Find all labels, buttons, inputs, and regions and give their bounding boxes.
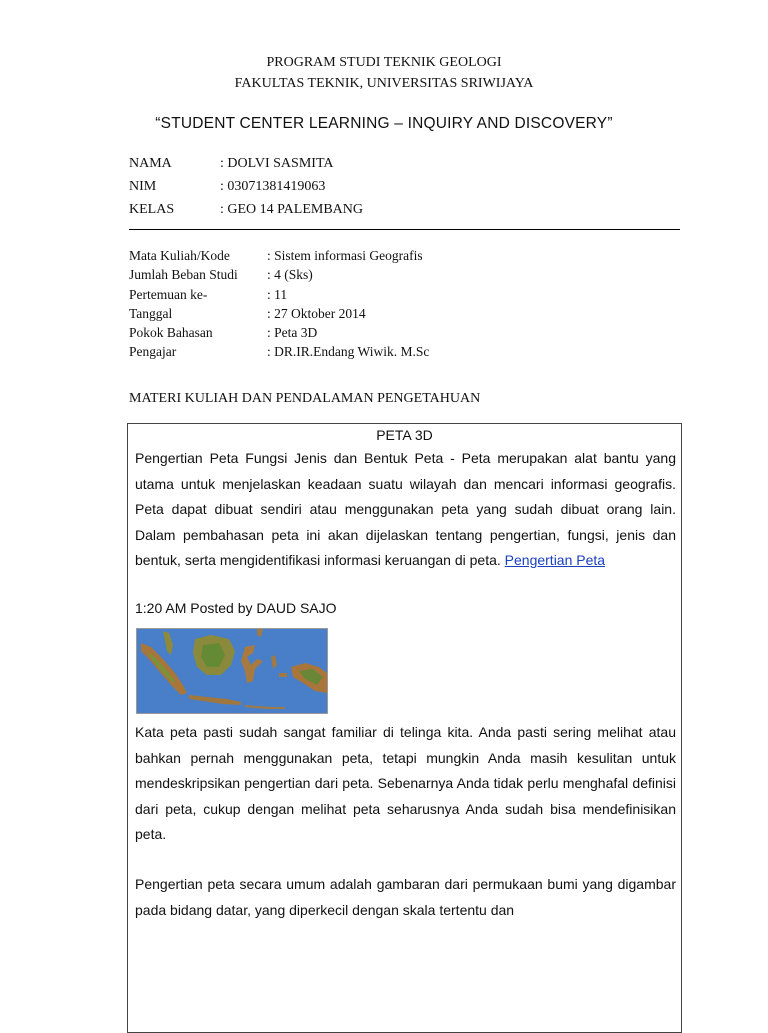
- course-value: : Sistem informasi Geografis: [267, 248, 423, 263]
- course-value: : 11: [267, 287, 288, 302]
- course-value: : DR.IR.Endang Wiwik. M.Sc: [267, 344, 430, 359]
- paragraph-text: Pengertian Peta Fungsi Jenis dan Bentuk Peta - Peta merupakan alat bantu yang utama untuk menjelaskan keadaan suatu wilayah dan mencari informasi geografis. Peta dapat dibuat sendiri atau menggunakan peta yang sudah dibuat orang lain. Dalam pembahasan peta ini akan dijelaskan tentang pengertian, fungsi, jenis dan bentuk, serta mengidentifikasi informasi keruangan di peta.: [135, 450, 676, 568]
- course-label: Pengajar: [129, 344, 177, 359]
- student-value: : 03071381419063: [220, 179, 326, 194]
- course-label: Pokok Bahasan: [129, 325, 213, 340]
- course-label: Mata Kuliah/Kode: [129, 248, 230, 263]
- paragraph-intro: [135, 446, 676, 574]
- student-label: KELAS: [129, 202, 175, 217]
- indonesia-map-image: [136, 628, 328, 714]
- paragraph-familiar: Kata peta pasti sudah sangat familiar di telinga kita. Anda pasti sering melihat atau bahkan pernah menggunakan peta, tetapi mungkin Anda masih kesulitan untuk mendeskripsikan pengertian dari peta. Sebenarnya Anda tidak perlu menghafal definisi dari peta, cukup dengan melihat peta seharusnya Anda sudah bisa mendefinisikan peta.: [135, 724, 676, 842]
- header-divider: [129, 229, 680, 230]
- header-line-2: FAKULTAS TEKNIK, UNIVERSITAS SRIWIJAYA: [234, 76, 534, 91]
- student-label: NIM: [129, 179, 157, 194]
- content-title: PETA 3D: [376, 427, 433, 443]
- content-box: [127, 423, 682, 1033]
- section-title: MATERI KULIAH DAN PENDALAMAN PENGETAHUAN: [129, 391, 481, 406]
- map-illustration: [137, 629, 327, 713]
- document-title: “STUDENT CENTER LEARNING – INQUIRY AND DISCOVERY”: [155, 115, 613, 132]
- post-meta: 1:20 AM Posted by DAUD SAJO: [135, 600, 337, 616]
- paragraph-definition: Pengertian peta secara umum adalah gambaran dari permukaan bumi yang digambar pada bidang datar, yang diperkecil dengan skala tertentu dan: [135, 876, 676, 918]
- course-label: Tanggal: [129, 306, 173, 321]
- pengertian-peta-link[interactable]: Pengertian Peta: [504, 552, 606, 568]
- course-label: Pertemuan ke-: [129, 287, 208, 302]
- course-label: Jumlah Beban Studi: [129, 267, 238, 282]
- course-value: : 27 Oktober 2014: [267, 306, 366, 321]
- header-line-1: PROGRAM STUDI TEKNIK GEOLOGI: [266, 55, 502, 70]
- course-value: : Peta 3D: [267, 325, 318, 340]
- student-value: : GEO 14 PALEMBANG: [220, 202, 363, 217]
- student-label: NAMA: [129, 156, 172, 171]
- course-value: : 4 (Sks): [267, 267, 313, 282]
- student-value: : DOLVI SASMITA: [220, 156, 334, 171]
